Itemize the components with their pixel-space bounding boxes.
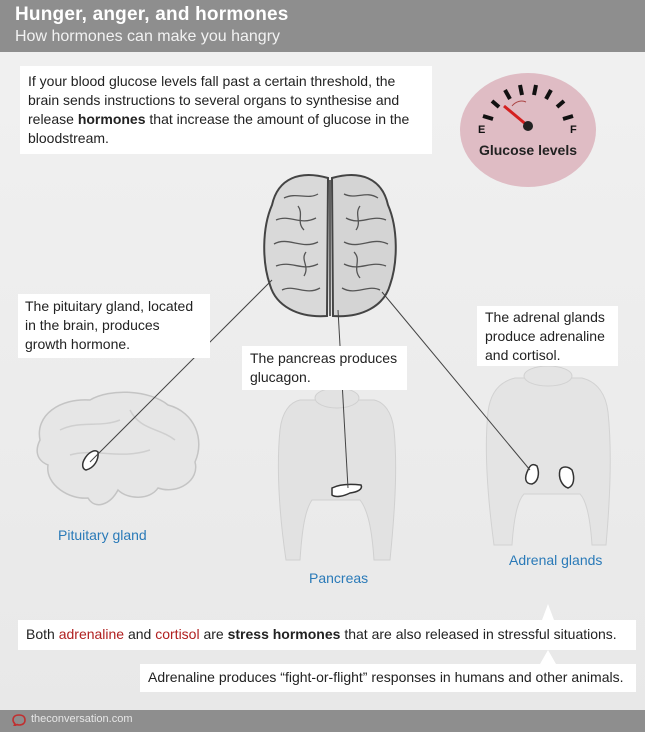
gauge-label: Glucose levels — [478, 142, 578, 158]
pointer-notch — [540, 650, 556, 664]
intro-bold-hormones: hormones — [77, 111, 146, 127]
brain-side-outline-icon — [37, 392, 199, 504]
page-subtitle: How hormones can make you hangry — [15, 28, 281, 45]
stress-hormones-bold: stress hormones — [227, 626, 341, 642]
gauge-full-mark: F — [570, 124, 577, 136]
pancreas-callout: The pancreas produces glucagon. — [242, 346, 407, 390]
stress-text: and — [124, 626, 156, 642]
stress-text: that are also released in stressful situations. — [340, 626, 617, 642]
conversation-logo-icon — [12, 714, 26, 726]
torso-back-icon — [486, 366, 610, 545]
torso-pancreas-icon — [278, 388, 395, 560]
glucose-gauge — [460, 68, 596, 188]
header-bar — [0, 0, 645, 52]
pancreas-label: Pancreas — [309, 570, 369, 586]
gauge-pivot — [523, 121, 533, 131]
pointer-notch — [542, 604, 554, 620]
pituitary-label: Pituitary gland — [58, 527, 147, 543]
footer-bar — [0, 710, 645, 732]
stress-hormones-box — [18, 620, 636, 650]
intro-text: If your blood glucose levels fall past a certain threshold, the brain sends instructions to several organs to synthesise and release — [28, 73, 400, 127]
adrenal-label: Adrenal glands — [509, 552, 603, 568]
fight-or-flight-box: Adrenaline produces “fight-or-flight” responses in humans and other animals. — [140, 664, 636, 692]
adrenal-callout: The adrenal glands produce adrenaline and cortisol. — [477, 306, 618, 366]
page-title: Hunger, anger, and hormones — [15, 4, 289, 25]
pituitary-callout: The pituitary gland, located in the brain, produces growth hormone. — [18, 294, 210, 358]
source-link[interactable]: theconversation.com — [31, 713, 133, 725]
cortisol-word: cortisol — [155, 626, 200, 642]
intro-text-box — [20, 66, 432, 154]
stress-text: are — [199, 626, 228, 642]
adrenaline-word: adrenaline — [58, 626, 125, 642]
stress-text: Both — [26, 626, 59, 642]
intro-text-end: that increase the amount of glucose in the bloodstream. — [28, 111, 410, 146]
gauge-dial-icon — [460, 68, 596, 188]
brain-top-icon — [264, 175, 396, 316]
gauge-empty-mark: E — [478, 124, 486, 136]
